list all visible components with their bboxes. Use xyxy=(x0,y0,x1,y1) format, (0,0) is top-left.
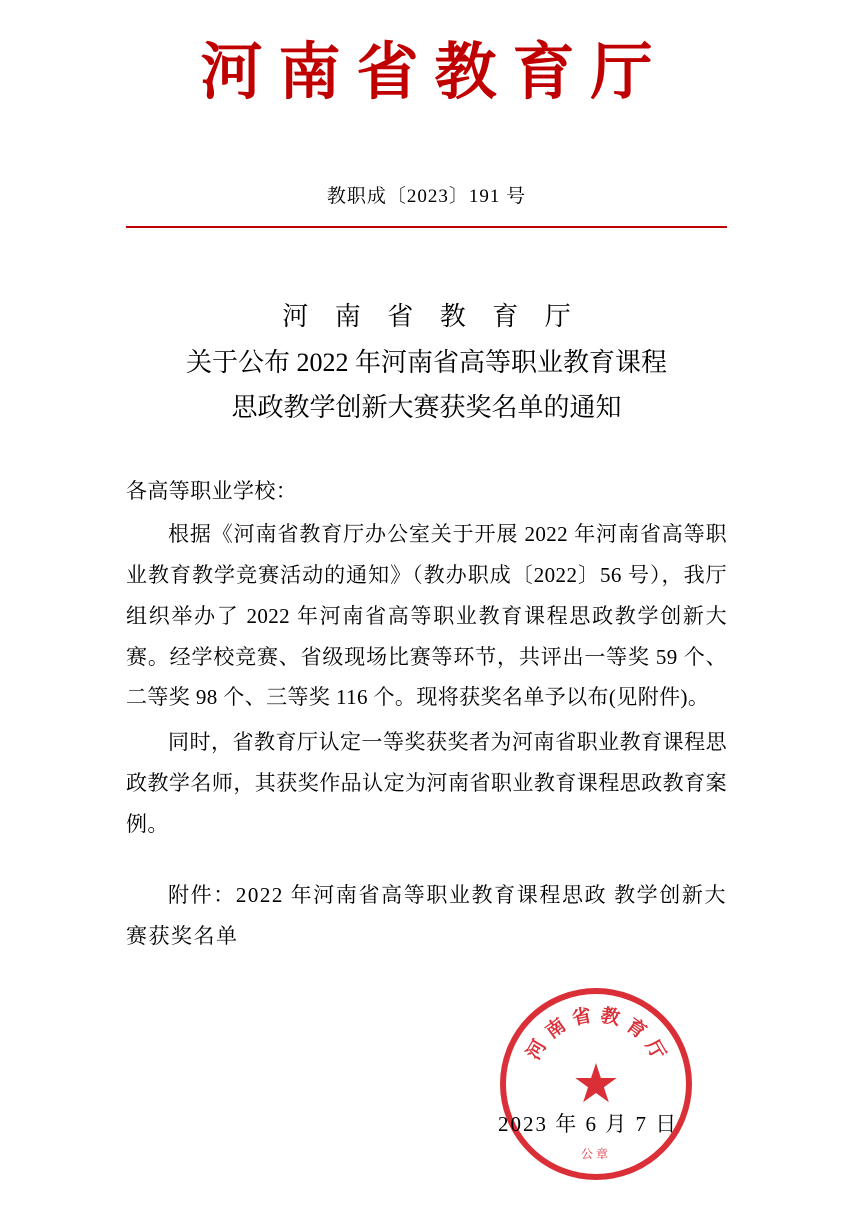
issue-date: 2023 年 6 月 7 日 xyxy=(498,1112,679,1137)
official-seal-icon xyxy=(500,988,692,1180)
letterhead-title: 河南省教育厅 xyxy=(200,39,669,107)
title-line-2: 关于公布 2022 年河南省高等职业教育课程 xyxy=(185,347,667,377)
body-paragraph-2: 同时，省教育厅认定一等奖获奖者为河南省职业教育课程思政教学名师，其获奖作品认定为河南省职业教育课程思政教育案例。 xyxy=(126,730,727,837)
attachment-line: 附件：2022 年河南省高等职业教育课程思政 教学创新大赛获奖名单 xyxy=(126,883,727,949)
seal-ring-char: 育 xyxy=(622,1015,650,1044)
red-divider-rule xyxy=(126,226,727,228)
title-issuer: 河 南 省 教 育 厅 xyxy=(282,302,581,332)
signature-area xyxy=(126,978,727,1198)
seal-ring-char: 省 xyxy=(570,1005,594,1030)
seal-ring-char: 教 xyxy=(598,1005,622,1030)
document-number: 教职成〔2023〕191 号 xyxy=(326,186,527,208)
document-body xyxy=(126,471,727,957)
seal-ring-char: 河 xyxy=(523,1036,551,1064)
title-block xyxy=(126,294,727,431)
seal-ring-char: 厅 xyxy=(641,1036,669,1064)
seal-ring-char: 南 xyxy=(542,1015,570,1044)
body-paragraph-1: 根据《河南省教育厅办公室关于开展 2022 年河南省高等职业教育教学竞赛活动的通知》（教办职成〔2022〕56 号），我厅组织举办了 2022 年河南省高等职业教育课程思政教学创新大赛。经学校竞赛、省级现场比赛等环节，共评出一等奖 59 个、二等奖 98 个、三等奖 116 个。现将获奖名单予以布(见附件)。 xyxy=(126,521,727,710)
title-line-3: 思政教学创新大赛获奖名单的通知 xyxy=(231,393,622,423)
seal-star-icon: ★ xyxy=(571,1054,621,1115)
salutation: 各高等职业学校： xyxy=(126,478,298,503)
seal-bottom-text: 公章 xyxy=(580,1147,612,1162)
